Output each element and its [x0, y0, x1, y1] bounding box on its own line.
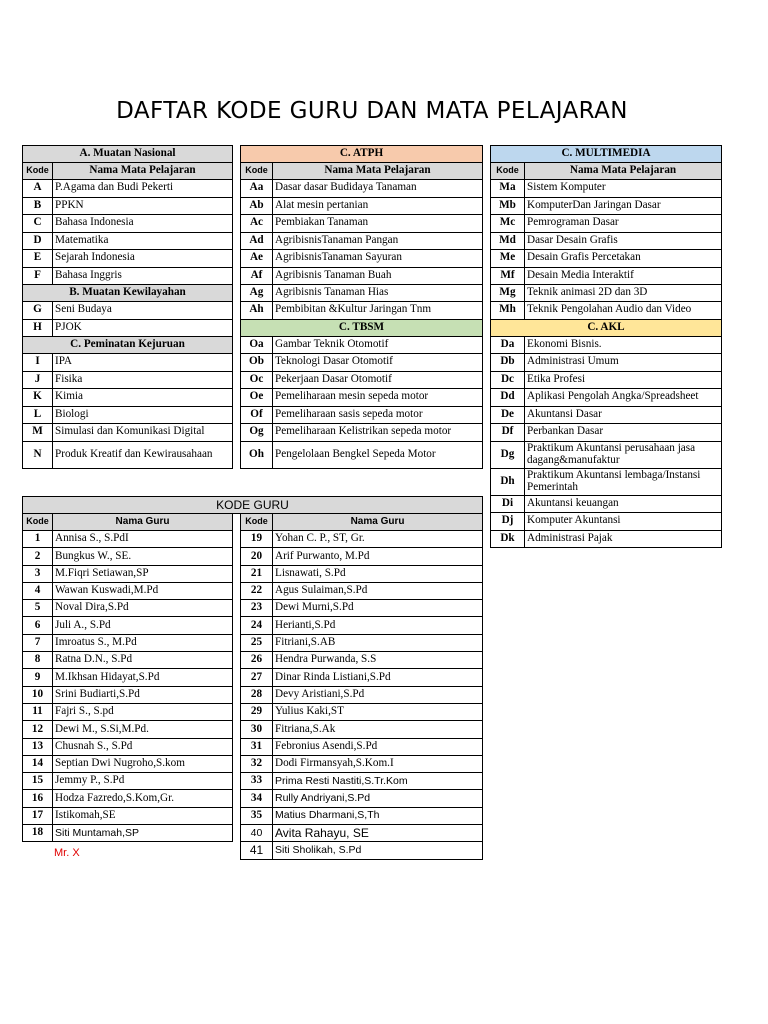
subject-code: Mb — [491, 197, 525, 215]
teacher-code: 1 — [23, 531, 53, 548]
table-row — [23, 371, 233, 389]
teacher-name: Ratna D.N., S.Pd — [53, 652, 233, 669]
table-row — [491, 468, 722, 495]
table-row — [241, 215, 483, 233]
table-row — [491, 302, 722, 320]
subject-code: F — [23, 267, 53, 285]
teacher-name: Annisa S., S.PdI — [53, 531, 233, 548]
table-row — [491, 424, 722, 442]
teacher-code: 7 — [23, 634, 53, 651]
teacher-name: Yulius Kaki,ST — [273, 703, 483, 720]
table-row — [23, 389, 233, 407]
teacher-name: Matius Dharmani,S,Th — [273, 807, 483, 824]
teacher-code: 11 — [23, 703, 53, 720]
subject-name: IPA — [53, 354, 233, 372]
subject-code: Og — [241, 424, 273, 442]
table-row — [491, 406, 722, 424]
subject-code: Df — [491, 424, 525, 442]
teacher-name: Rully Andriyani,S.Pd — [273, 790, 483, 807]
subject-code: De — [491, 406, 525, 424]
note-text: Mr. X — [54, 847, 80, 859]
table-row — [491, 354, 722, 372]
table-row — [23, 354, 233, 372]
teacher-name: Dodi Firmansyah,S.Kom.I — [273, 755, 483, 772]
teacher-code: 3 — [23, 565, 53, 582]
teacher-name: Avita Rahayu, SE — [273, 825, 483, 842]
table-row — [23, 441, 233, 468]
subject-code: Of — [241, 406, 273, 424]
subject-name: Gambar Teknik Otomotif — [273, 336, 483, 354]
teacher-code: 14 — [23, 755, 53, 772]
teacher-code: 19 — [241, 531, 273, 548]
teacher-code: 35 — [241, 807, 273, 824]
table-row — [491, 250, 722, 268]
teacher-name: Devy Aristiani,S.Pd — [273, 686, 483, 703]
subject-name: Pemrograman Dasar — [525, 215, 722, 233]
subject-code: H — [23, 319, 53, 337]
teacher-name: Dewi Murni,S.Pd — [273, 600, 483, 617]
table-row — [491, 180, 722, 198]
teacher-name: Srini Budiarti,S.Pd — [53, 686, 233, 703]
subject-code: C — [23, 215, 53, 233]
teacher-name: Hodza Fazredo,S.Kom,Gr. — [53, 790, 233, 807]
subject-code: I — [23, 354, 53, 372]
subject-name: Teknologi Dasar Otomotif — [273, 354, 483, 372]
section-title-akl: C. AKL — [491, 319, 722, 336]
teacher-name: Septian Dwi Nugroho,S.kom — [53, 755, 233, 772]
table-row — [23, 634, 483, 651]
subject-code: N — [23, 441, 53, 468]
subject-name: Pemeliharaan mesin sepeda motor — [273, 389, 483, 407]
teacher-name: Dinar Rinda Listiani,S.Pd — [273, 669, 483, 686]
table-atph-tbsm — [240, 145, 483, 469]
teacher-name: Dewi M., S.Si,M.Pd. — [53, 721, 233, 738]
teacher-name: Yohan C. P., ST, Gr. — [273, 531, 483, 548]
subject-name: Akuntansi keuangan — [525, 495, 722, 513]
subject-code: D — [23, 232, 53, 250]
subject-name: Pekerjaan Dasar Otomotif — [273, 371, 483, 389]
teacher-code: 6 — [23, 617, 53, 634]
subject-name: Sejarah Indonesia — [53, 250, 233, 268]
table-row — [23, 842, 483, 859]
table-row — [23, 267, 233, 285]
table-row — [23, 548, 483, 565]
subject-code: Oe — [241, 389, 273, 407]
subject-name: Pengelolaan Bengkel Sepeda Motor — [273, 441, 483, 468]
subject-code: Md — [491, 232, 525, 250]
table-row — [241, 302, 483, 320]
teacher-code: 25 — [241, 634, 273, 651]
subject-code: Mh — [491, 302, 525, 320]
col-header-nama-mapel: Nama Mata Pelajaran — [525, 163, 722, 180]
teacher-code: 16 — [23, 790, 53, 807]
table-row — [23, 406, 233, 424]
subject-code: Me — [491, 250, 525, 268]
subject-code: Db — [491, 354, 525, 372]
table-row — [23, 424, 233, 442]
subject-name: AgribisnisTanaman Pangan — [273, 232, 483, 250]
teacher-name: Prima Resti Nastiti,S.Tr.Kom — [273, 773, 483, 790]
table-row — [23, 565, 483, 582]
table-row — [491, 197, 722, 215]
teacher-name: Jemmy P., S.Pd — [53, 773, 233, 790]
subject-code: Ab — [241, 197, 273, 215]
table-row — [241, 267, 483, 285]
subject-name: Akuntansi Dasar — [525, 406, 722, 424]
table-row — [241, 406, 483, 424]
teacher-name: Chusnah S., S.Pd — [53, 738, 233, 755]
subject-code: Ah — [241, 302, 273, 320]
subject-code: Dd — [491, 389, 525, 407]
subject-name: Perbankan Dasar — [525, 424, 722, 442]
teacher-code: 34 — [241, 790, 273, 807]
subject-code: Ad — [241, 232, 273, 250]
table-row — [241, 336, 483, 354]
subject-name: Desain Media Interaktif — [525, 267, 722, 285]
subject-code: Aa — [241, 180, 273, 198]
teacher-name: Bungkus W., SE. — [53, 548, 233, 565]
col-header-kode: Kode — [491, 163, 525, 180]
subject-code: Dk — [491, 530, 525, 548]
teacher-name: Hendra Purwanda, S.S — [273, 652, 483, 669]
col-header-nama-guru: Nama Guru — [273, 514, 483, 531]
teacher-name: Fitriana,S.Ak — [273, 721, 483, 738]
teacher-code: 22 — [241, 582, 273, 599]
table-muatan — [22, 145, 233, 469]
subject-code: Oa — [241, 336, 273, 354]
subject-name: Etika Profesi — [525, 371, 722, 389]
teacher-code: 29 — [241, 703, 273, 720]
teacher-name: Lisnawati, S.Pd — [273, 565, 483, 582]
table-row — [491, 495, 722, 513]
subject-code: Di — [491, 495, 525, 513]
subject-code: Ob — [241, 354, 273, 372]
table-row — [491, 389, 722, 407]
subject-code: Dg — [491, 441, 525, 468]
subject-code: Dh — [491, 468, 525, 495]
table-row — [491, 267, 722, 285]
teacher-code: 17 — [23, 807, 53, 824]
subject-name: Matematika — [53, 232, 233, 250]
teacher-code: 4 — [23, 582, 53, 599]
table-row — [23, 531, 483, 548]
teacher-name: Juli A., S.Pd — [53, 617, 233, 634]
col-header-kode: Kode — [23, 163, 53, 180]
subject-name: Alat mesin pertanian — [273, 197, 483, 215]
table-kode-guru — [22, 496, 483, 860]
teacher-code: 41 — [241, 842, 273, 859]
subject-name: PJOK — [53, 319, 233, 337]
table-row — [241, 232, 483, 250]
subject-name: Ekonomi Bisnis. — [525, 336, 722, 354]
teacher-name: Noval Dira,S.Pd — [53, 600, 233, 617]
teacher-code: 13 — [23, 738, 53, 755]
subject-code: Dc — [491, 371, 525, 389]
subject-name: Seni Budaya — [53, 302, 233, 320]
subject-code: Ag — [241, 285, 273, 302]
table-row — [491, 336, 722, 354]
col-header-nama-guru: Nama Guru — [53, 514, 233, 531]
subject-name: Teknik Pengolahan Audio dan Video — [525, 302, 722, 320]
teacher-name: Fajri S., S.pd — [53, 703, 233, 720]
subject-name: Teknik animasi 2D dan 3D — [525, 285, 722, 302]
subject-name: KomputerDan Jaringan Dasar — [525, 197, 722, 215]
subject-name: Desain Grafis Percetakan — [525, 250, 722, 268]
subject-code: Ae — [241, 250, 273, 268]
subject-name: Agribisnis Tanaman Hias — [273, 285, 483, 302]
subject-name: Dasar dasar Budidaya Tanaman — [273, 180, 483, 198]
table-row — [23, 755, 483, 772]
table-row — [241, 371, 483, 389]
table-row — [23, 250, 233, 268]
section-title-peminatan-kejuruan: C. Peminatan Kejuruan — [23, 337, 233, 354]
table-row — [241, 424, 483, 442]
table-row — [23, 773, 483, 790]
teacher-code: 10 — [23, 686, 53, 703]
table-row — [23, 582, 483, 599]
table-row — [241, 441, 483, 468]
section-title-atph: C. ATPH — [241, 146, 483, 163]
subject-name: Pembibitan &Kultur Jaringan Tnm — [273, 302, 483, 320]
subject-name: Sistem Komputer — [525, 180, 722, 198]
subject-name: Aplikasi Pengolah Angka/Spreadsheet — [525, 389, 722, 407]
table-row — [23, 180, 233, 198]
teacher-code: 5 — [23, 600, 53, 617]
subject-code: J — [23, 371, 53, 389]
table-multimedia-akl — [490, 145, 722, 548]
table-row — [23, 600, 483, 617]
subject-code: Oh — [241, 441, 273, 468]
table-row — [23, 302, 233, 320]
section-title-multimedia: C. MULTIMEDIA — [491, 146, 722, 163]
table-row — [23, 669, 483, 686]
teacher-name: Siti Muntamah,SP — [53, 825, 233, 842]
subject-name: Bahasa Indonesia — [53, 215, 233, 233]
teacher-code: 28 — [241, 686, 273, 703]
table-row — [23, 807, 483, 824]
teacher-name: Fitriani,S.AB — [273, 634, 483, 651]
table-row — [491, 215, 722, 233]
table-row — [491, 371, 722, 389]
table-row — [491, 513, 722, 531]
teacher-code: 24 — [241, 617, 273, 634]
table-row — [23, 721, 483, 738]
teacher-name: Febronius Asendi,S.Pd — [273, 738, 483, 755]
subject-code: B — [23, 197, 53, 215]
subject-name: Praktikum Akuntansi perusahaan jasa dagang&manufaktur — [525, 441, 722, 468]
teacher-code: 23 — [241, 600, 273, 617]
subject-code: M — [23, 424, 53, 442]
teacher-code: 21 — [241, 565, 273, 582]
subject-name: P.Agama dan Budi Pekerti — [53, 180, 233, 198]
table-row — [491, 530, 722, 548]
table-row — [491, 232, 722, 250]
table-row — [23, 703, 483, 720]
table-row — [241, 285, 483, 302]
table-row — [241, 180, 483, 198]
table-row — [23, 319, 233, 337]
subject-name: Biologi — [53, 406, 233, 424]
subject-code: Dj — [491, 513, 525, 531]
subject-name: Komputer Akuntansi — [525, 513, 722, 531]
table-row — [23, 617, 483, 634]
subject-code: Oc — [241, 371, 273, 389]
teacher-code: 9 — [23, 669, 53, 686]
table-row — [241, 250, 483, 268]
subject-code: A — [23, 180, 53, 198]
teacher-name: Agus Sulaiman,S.Pd — [273, 582, 483, 599]
teacher-code: 18 — [23, 825, 53, 842]
subject-name: PPKN — [53, 197, 233, 215]
teacher-code: 2 — [23, 548, 53, 565]
subject-code: G — [23, 302, 53, 320]
subject-name: Fisika — [53, 371, 233, 389]
table-row — [23, 652, 483, 669]
table-row — [241, 389, 483, 407]
subject-name: Dasar Desain Grafis — [525, 232, 722, 250]
teacher-name: M.Fiqri Setiawan,SP — [53, 565, 233, 582]
subject-code: Mc — [491, 215, 525, 233]
table-row — [491, 441, 722, 468]
teacher-name: Herianti,S.Pd — [273, 617, 483, 634]
table-row — [23, 738, 483, 755]
teacher-name: Siti Sholikah, S.Pd — [273, 842, 483, 859]
teacher-name: Wawan Kuswadi,M.Pd — [53, 582, 233, 599]
table-row — [23, 825, 483, 842]
table-row — [241, 354, 483, 372]
subject-name: Administrasi Pajak — [525, 530, 722, 548]
subject-name: Agribisnis Tanaman Buah — [273, 267, 483, 285]
subject-name: Pemeliharaan Kelistrikan sepeda motor — [273, 424, 483, 442]
table-row — [23, 215, 233, 233]
teacher-name: Istikomah,SE — [53, 807, 233, 824]
subject-name: Simulasi dan Komunikasi Digital — [53, 424, 233, 442]
subject-code: Da — [491, 336, 525, 354]
teacher-code: 15 — [23, 773, 53, 790]
teacher-name: M.Ikhsan Hidayat,S.Pd — [53, 669, 233, 686]
teacher-code: 20 — [241, 548, 273, 565]
teacher-name: Arif Purwanto, M.Pd — [273, 548, 483, 565]
teacher-code: 8 — [23, 652, 53, 669]
teacher-code: 33 — [241, 773, 273, 790]
subject-name: Pemeliharaan sasis sepeda motor — [273, 406, 483, 424]
subject-name: Praktikum Akuntansi lembaga/Instansi Pemerintah — [525, 468, 722, 495]
teacher-code: 30 — [241, 721, 273, 738]
col-header-kode: Kode — [23, 514, 53, 531]
subject-code: E — [23, 250, 53, 268]
teacher-code: 32 — [241, 755, 273, 772]
subject-code: Af — [241, 267, 273, 285]
subject-name: Produk Kreatif dan Kewirausahaan — [53, 441, 233, 468]
subject-code: Mf — [491, 267, 525, 285]
teacher-code: 31 — [241, 738, 273, 755]
table-row — [23, 232, 233, 250]
col-header-nama-mapel: Nama Mata Pelajaran — [273, 163, 483, 180]
teacher-name: Imroatus S., M.Pd — [53, 634, 233, 651]
col-header-kode: Kode — [241, 163, 273, 180]
subject-code: Ac — [241, 215, 273, 233]
subject-code: Ma — [491, 180, 525, 198]
subject-name: Administrasi Umum — [525, 354, 722, 372]
subject-name: Pembiakan Tanaman — [273, 215, 483, 233]
page-title: DAFTAR KODE GURU DAN MATA PELAJARAN — [116, 98, 628, 124]
teacher-code: 12 — [23, 721, 53, 738]
table-row — [491, 285, 722, 302]
subject-name: AgribisnisTanaman Sayuran — [273, 250, 483, 268]
subject-code: Mg — [491, 285, 525, 302]
table-row — [23, 686, 483, 703]
teacher-code: 27 — [241, 669, 273, 686]
section-title-kode-guru: KODE GURU — [23, 497, 483, 514]
teacher-code: 26 — [241, 652, 273, 669]
table-row — [23, 197, 233, 215]
table-row — [23, 790, 483, 807]
subject-code: L — [23, 406, 53, 424]
section-title-muatan-kewilayahan: B. Muatan Kewilayahan — [23, 285, 233, 302]
col-header-kode: Kode — [241, 514, 273, 531]
subject-name: Bahasa Inggris — [53, 267, 233, 285]
col-header-nama-mapel: Nama Mata Pelajaran — [53, 163, 233, 180]
teacher-code: 40 — [241, 825, 273, 842]
section-title-muatan-nasional: A. Muatan Nasional — [23, 146, 233, 163]
table-row — [241, 197, 483, 215]
subject-name: Kimia — [53, 389, 233, 407]
section-title-tbsm: C. TBSM — [241, 319, 483, 336]
subject-code: K — [23, 389, 53, 407]
